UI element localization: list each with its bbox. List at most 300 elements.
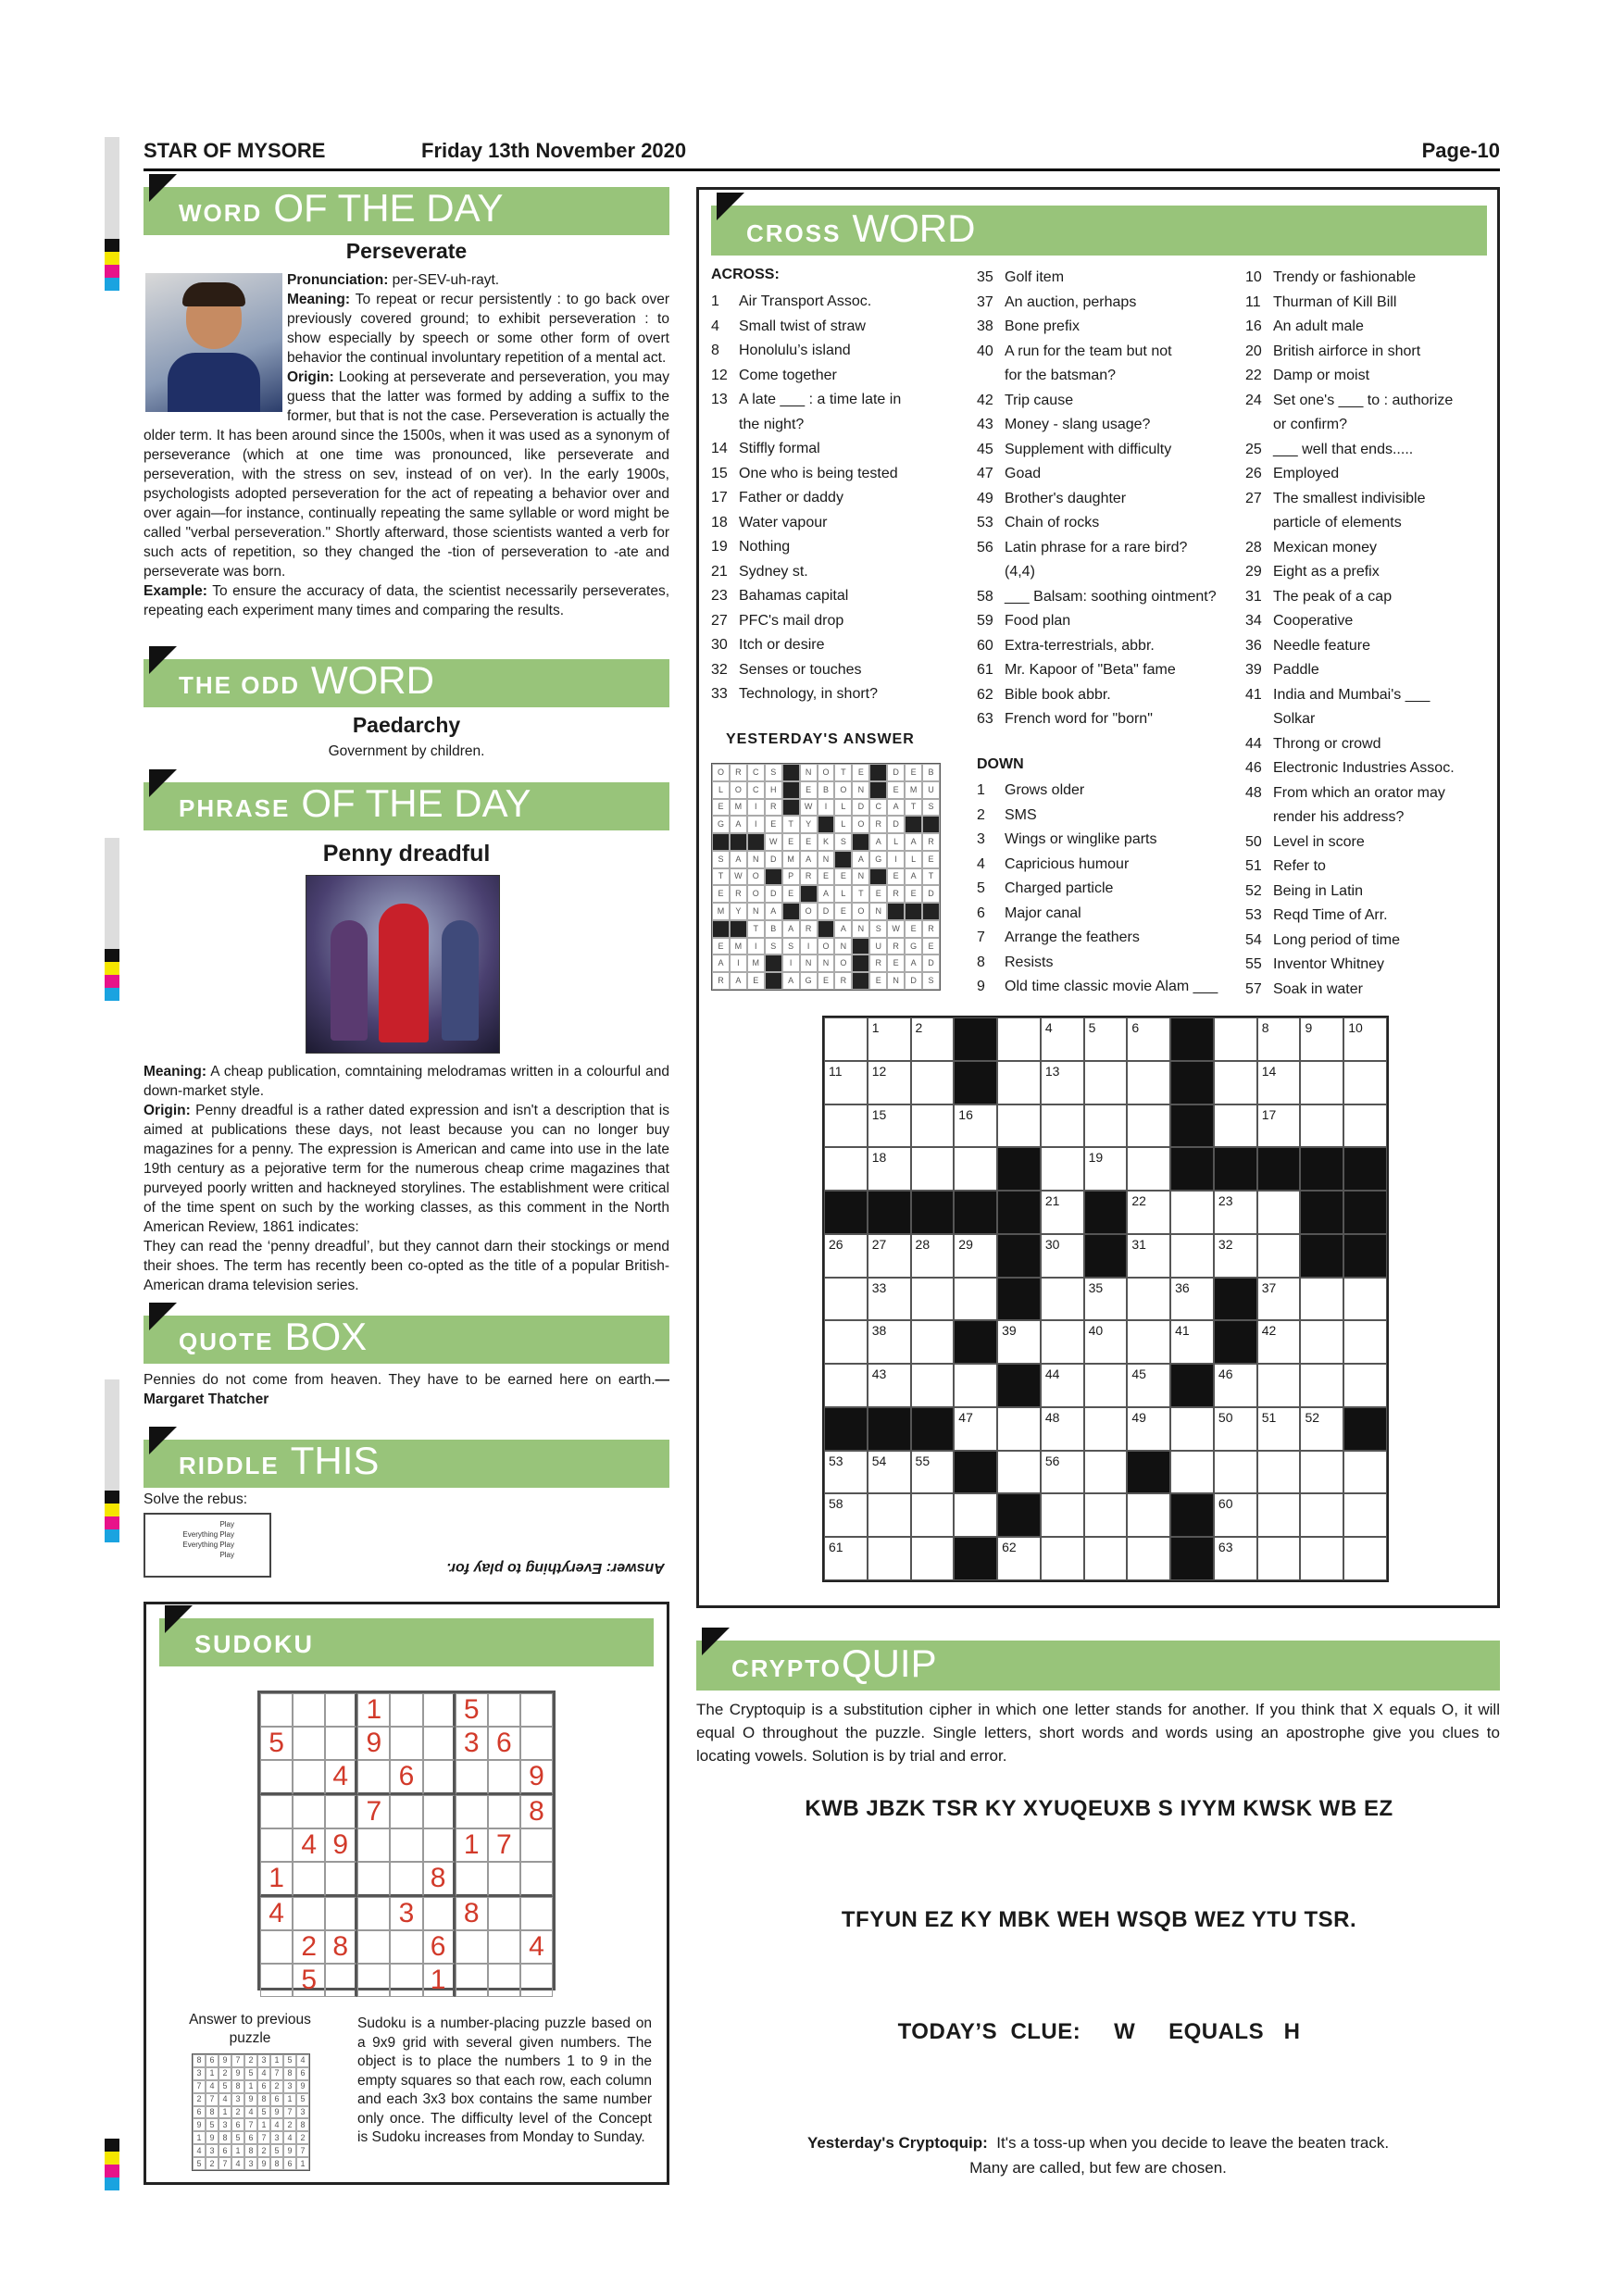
crossword-cell[interactable] (1343, 1278, 1387, 1321)
crossword-cell[interactable] (997, 1407, 1041, 1451)
clue-row (1245, 536, 1500, 561)
crossword-cell[interactable] (868, 1320, 911, 1364)
clue-number-label: 28 (915, 1236, 931, 1252)
crossword-cell[interactable] (1257, 1278, 1301, 1321)
crossword-cell[interactable] (954, 1407, 997, 1451)
answer-cell: C (747, 764, 765, 781)
clue-row (1245, 291, 1500, 316)
answer-cell: 7 (193, 2080, 206, 2093)
answer-cell: 4 (193, 2144, 206, 2157)
answer-cell: 4 (231, 2157, 244, 2170)
crossword-cell[interactable] (868, 1104, 911, 1148)
sudoku-cell[interactable]: 5 (260, 1727, 293, 1760)
answer-cell: O (852, 816, 869, 833)
crossword-cell[interactable] (1041, 1407, 1084, 1451)
clue-row (1245, 880, 1500, 905)
clue-text: Solkar (1273, 711, 1316, 727)
crossword-cell[interactable] (1041, 1234, 1084, 1278)
answer-cell: M (747, 955, 765, 972)
sudoku-cell[interactable] (423, 1795, 456, 1828)
crossword-cell[interactable] (954, 1234, 997, 1278)
crossword-cell[interactable] (1214, 1493, 1257, 1537)
crossword-cell[interactable] (1084, 1364, 1128, 1407)
sudoku-cell[interactable] (260, 1795, 293, 1828)
sudoku-cell[interactable] (456, 1760, 488, 1795)
sudoku-cell[interactable] (260, 1828, 293, 1862)
crossword-cell[interactable] (1257, 1364, 1301, 1407)
answer-cell: 5 (193, 2157, 206, 2170)
sudoku-cell[interactable]: 7 (357, 1795, 390, 1828)
odd-heading-small: THE ODD (179, 671, 300, 699)
clue-number: 12 (711, 367, 728, 383)
clue-number: 32 (711, 661, 728, 678)
sudoku-cell[interactable]: 8 (423, 1862, 456, 1897)
crossword-cell[interactable] (911, 1278, 955, 1321)
sudoku-cell[interactable]: 8 (456, 1897, 488, 1930)
crossword-cell[interactable] (1041, 1278, 1084, 1321)
sudoku-cell[interactable]: 3 (390, 1897, 422, 1930)
crossword-cell[interactable] (868, 1537, 911, 1580)
clue-text: Wings or winglike parts (1005, 831, 1157, 847)
crossword-cell[interactable] (1257, 1191, 1301, 1234)
answer-cell: N (800, 764, 818, 781)
crossword-cell[interactable] (997, 1061, 1041, 1104)
crossword-cell[interactable] (1300, 1407, 1343, 1451)
clue-row (1245, 805, 1500, 830)
sudoku-cell[interactable]: 8 (520, 1795, 553, 1828)
sudoku-cell[interactable] (423, 1828, 456, 1862)
sudoku-cell[interactable] (456, 1964, 488, 1997)
clue-number-label: 63 (1218, 1540, 1233, 1555)
crossword-cell[interactable] (1127, 1234, 1170, 1278)
sudoku-cell[interactable]: 3 (456, 1727, 488, 1760)
sudoku-cell[interactable] (520, 1828, 553, 1862)
sudoku-cell[interactable] (357, 1930, 390, 1964)
clue-number: 8 (711, 343, 719, 358)
crossword-cell[interactable] (1127, 1147, 1170, 1191)
answer-cell: P (782, 868, 800, 886)
sudoku-cell[interactable] (423, 1693, 456, 1727)
sudoku-cell[interactable]: 1 (456, 1828, 488, 1862)
crossword-cell[interactable] (868, 1364, 911, 1407)
crossword-cell[interactable] (1041, 1104, 1084, 1148)
crossword-grid[interactable] (822, 1016, 1389, 1582)
crossword-cell[interactable] (911, 1147, 955, 1191)
sudoku-cell[interactable]: 6 (488, 1727, 520, 1760)
black-square (1214, 1147, 1257, 1191)
answer-cell: 3 (257, 2054, 270, 2067)
crossword-cell[interactable] (1343, 1451, 1387, 1494)
answer-cell: 7 (231, 2054, 244, 2067)
crossword-cell[interactable] (911, 1493, 955, 1537)
crossword-cell[interactable] (1127, 1493, 1170, 1537)
answer-cell: S (782, 938, 800, 955)
sudoku-cell[interactable] (390, 1693, 422, 1727)
sudoku-cell[interactable] (520, 1727, 553, 1760)
clue-text: for the batsman? (1005, 368, 1117, 383)
crossword-cell[interactable] (1084, 1104, 1128, 1148)
clue-row (977, 683, 1236, 708)
sudoku-cell[interactable] (293, 1760, 325, 1795)
answer-cell: S (765, 764, 782, 781)
sudoku-cell[interactable] (488, 1693, 520, 1727)
clue-number: 23 (711, 588, 728, 604)
crossword-cell[interactable] (1257, 1537, 1301, 1580)
black-square (997, 1191, 1041, 1234)
crossword-cell[interactable] (1170, 1278, 1214, 1321)
sudoku-cell[interactable] (357, 1897, 390, 1930)
sudoku-cell[interactable] (293, 1897, 325, 1930)
sudoku-cell[interactable]: 5 (293, 1964, 325, 1997)
answer-cell: O (747, 885, 765, 903)
answer-cell: R (887, 938, 905, 955)
crossword-cell[interactable] (1127, 1320, 1170, 1364)
crossword-cell[interactable] (1127, 1407, 1170, 1451)
crossword-cell[interactable] (1257, 1451, 1301, 1494)
sudoku-cell[interactable]: 6 (390, 1760, 422, 1795)
answer-cell: A (905, 833, 922, 851)
crossword-cell[interactable] (1343, 1364, 1387, 1407)
sudoku-cell[interactable] (488, 1760, 520, 1795)
answer-cell: 5 (296, 2093, 309, 2106)
crossword-cell[interactable] (1300, 1364, 1343, 1407)
sudoku-cell[interactable]: 4 (293, 1828, 325, 1862)
crossword-cell[interactable] (1257, 1493, 1301, 1537)
phrase-heading-big: OF THE DAY (301, 781, 531, 825)
black-square (747, 833, 765, 851)
crossword-cell[interactable] (824, 1320, 868, 1364)
sudoku-cell[interactable]: 1 (260, 1862, 293, 1897)
clue-text: An auction, perhaps (1005, 293, 1137, 310)
clue-text: (4,4) (1005, 564, 1035, 580)
crossword-cell[interactable] (911, 1017, 955, 1061)
crossword-cell[interactable] (1170, 1234, 1214, 1278)
sudoku-cell[interactable]: 4 (260, 1897, 293, 1930)
crossword-cell[interactable] (997, 1017, 1041, 1061)
crossword-cell[interactable] (1343, 1320, 1387, 1364)
clue-text: PFC's mail drop (739, 612, 844, 629)
answer-cell: 2 (193, 2093, 206, 2106)
sudoku-cell[interactable] (260, 1964, 293, 1997)
crossword-heading-big: WORD (852, 206, 976, 250)
crossword-cell[interactable] (824, 1017, 868, 1061)
clue-number-label: 21 (1044, 1193, 1060, 1209)
clue-row (977, 315, 1236, 340)
crossword-cell[interactable] (1257, 1407, 1301, 1451)
sudoku-cell[interactable] (293, 1693, 325, 1727)
crossword-cell[interactable] (1127, 1537, 1170, 1580)
clue-row (1245, 978, 1500, 1003)
black-square (1343, 1147, 1387, 1191)
sudoku-cell[interactable] (488, 1795, 520, 1828)
black-square (1343, 1234, 1387, 1278)
crossword-cell[interactable] (1300, 1104, 1343, 1148)
crossword-cell[interactable] (824, 1061, 868, 1104)
answer-cell: 9 (257, 2157, 270, 2170)
sudoku-cell[interactable] (520, 1862, 553, 1897)
sudoku-cell[interactable] (293, 1862, 325, 1897)
clue-number-label: 54 (871, 1453, 887, 1468)
answer-cell: 2 (283, 2118, 296, 2131)
clue-number: 33 (711, 686, 728, 702)
sudoku-cell[interactable] (325, 1795, 357, 1828)
crossword-cell[interactable] (1127, 1017, 1170, 1061)
answer-cell: H (765, 781, 782, 799)
black-square (824, 1407, 868, 1451)
header-rule (144, 168, 1500, 171)
answer-cell: 8 (219, 2131, 231, 2144)
crossword-cell[interactable] (1127, 1278, 1170, 1321)
crossword-cell[interactable] (1214, 1104, 1257, 1148)
crossword-cell[interactable] (1041, 1364, 1084, 1407)
crossword-cell[interactable] (1041, 1493, 1084, 1537)
crossword-cell[interactable] (868, 1493, 911, 1537)
sudoku-cell[interactable] (456, 1795, 488, 1828)
crossword-cell[interactable] (1084, 1493, 1128, 1537)
crossword-cell[interactable] (1300, 1017, 1343, 1061)
crossword-cell[interactable] (1170, 1191, 1214, 1234)
crossword-cell[interactable] (824, 1537, 868, 1580)
crossword-cell[interactable] (1084, 1278, 1128, 1321)
crossword-cell[interactable] (1041, 1017, 1084, 1061)
sudoku-cell[interactable] (423, 1760, 456, 1795)
crossword-cell[interactable] (1041, 1320, 1084, 1364)
answer-cell: E (922, 851, 940, 868)
crossword-cell[interactable] (954, 1147, 997, 1191)
crossword-cell[interactable] (1214, 1407, 1257, 1451)
clue-number: 1 (977, 782, 985, 798)
sudoku-cell[interactable] (488, 1862, 520, 1897)
crossword-cell[interactable] (911, 1234, 955, 1278)
answer-cell: Y (730, 903, 747, 920)
sudoku-cell[interactable]: 2 (293, 1930, 325, 1964)
sudoku-cell[interactable]: 4 (520, 1930, 553, 1964)
clue-text: An adult male (1273, 318, 1364, 334)
crossword-cell[interactable] (911, 1537, 955, 1580)
sudoku-cell[interactable] (390, 1828, 422, 1862)
clue-number: 13 (711, 392, 728, 407)
black-square (712, 920, 730, 938)
crossword-cell[interactable] (1214, 1191, 1257, 1234)
sudoku-cell[interactable] (293, 1795, 325, 1828)
sudoku-cell[interactable] (488, 1897, 520, 1930)
crossword-cell[interactable] (911, 1320, 955, 1364)
crossword-cell[interactable] (1257, 1320, 1301, 1364)
answer-cell: 7 (296, 2144, 309, 2157)
answer-cell: A (905, 868, 922, 886)
crossword-cell[interactable] (1343, 1493, 1387, 1537)
crossword-cell[interactable] (1300, 1061, 1343, 1104)
sudoku-cell[interactable] (390, 1964, 422, 1997)
sudoku-cell[interactable] (390, 1862, 422, 1897)
black-square (1343, 1407, 1387, 1451)
crossword-cell[interactable] (1041, 1147, 1084, 1191)
crossword-cell[interactable] (824, 1451, 868, 1494)
crossword-cell[interactable] (1300, 1537, 1343, 1580)
yesterday-cryptoquip (696, 2134, 1500, 2152)
clue-row (1245, 462, 1500, 487)
answer-cell: L (834, 799, 852, 817)
clue-text: Thurman of Kill Bill (1273, 293, 1397, 310)
crossword-cell[interactable] (1214, 1234, 1257, 1278)
sudoku-cell[interactable]: 8 (325, 1930, 357, 1964)
sudoku-cell[interactable] (357, 1964, 390, 1997)
sudoku-heading (159, 1618, 654, 1666)
crossword-cell[interactable] (824, 1364, 868, 1407)
sudoku-cell[interactable]: 5 (456, 1693, 488, 1727)
crossword-cell[interactable] (1084, 1320, 1128, 1364)
sudoku-cell[interactable] (325, 1897, 357, 1930)
black-square (824, 1191, 868, 1234)
answer-cell: G (712, 816, 730, 833)
crossword-cell[interactable] (1127, 1191, 1170, 1234)
crossword-cell[interactable] (1343, 1537, 1387, 1580)
sudoku-cell[interactable] (390, 1930, 422, 1964)
sudoku-cell[interactable] (456, 1862, 488, 1897)
sudoku-cell[interactable] (357, 1862, 390, 1897)
crossword-cell[interactable] (1041, 1191, 1084, 1234)
sudoku-cell[interactable] (488, 1930, 520, 1964)
crossword-cell[interactable] (1214, 1017, 1257, 1061)
sudoku-cell[interactable] (520, 1964, 553, 1997)
crossword-cell[interactable] (1084, 1017, 1128, 1061)
crossword-cell[interactable] (1041, 1537, 1084, 1580)
crossword-cell[interactable] (1127, 1104, 1170, 1148)
crossword-cell[interactable] (911, 1364, 955, 1407)
crossword-cell[interactable] (954, 1104, 997, 1148)
crossword-cell[interactable] (1170, 1407, 1214, 1451)
crossword-cell[interactable] (1257, 1017, 1301, 1061)
crossword-cell[interactable] (1257, 1234, 1301, 1278)
crossword-cell[interactable] (1214, 1451, 1257, 1494)
crossword-cell[interactable] (1343, 1104, 1387, 1148)
sudoku-cell[interactable] (390, 1795, 422, 1828)
answer-cell: A (730, 851, 747, 868)
sudoku-cell[interactable] (520, 1897, 553, 1930)
sudoku-cell[interactable] (520, 1693, 553, 1727)
sudoku-cell[interactable]: 9 (520, 1760, 553, 1795)
crossword-cell[interactable] (868, 1017, 911, 1061)
sudoku-cell[interactable] (488, 1964, 520, 1997)
sudoku-cell[interactable] (325, 1862, 357, 1897)
answer-cell: N (818, 955, 835, 972)
clue-number: 21 (711, 563, 728, 580)
crossword-cell[interactable] (954, 1278, 997, 1321)
sudoku-cell[interactable] (260, 1930, 293, 1964)
crossword-cell[interactable] (1084, 1061, 1128, 1104)
crossword-cell[interactable] (1041, 1451, 1084, 1494)
crossword-cell[interactable] (997, 1104, 1041, 1148)
crossword-cell[interactable] (824, 1493, 868, 1537)
crossword-cell[interactable] (868, 1061, 911, 1104)
crossword-cell[interactable] (1214, 1061, 1257, 1104)
crossword-cell[interactable] (868, 1147, 911, 1191)
crossword-cell[interactable] (911, 1104, 955, 1148)
sudoku-cell[interactable]: 4 (325, 1760, 357, 1795)
crossword-cell[interactable] (1084, 1407, 1128, 1451)
crossword-cell[interactable] (1084, 1451, 1128, 1494)
answer-cell: 1 (231, 2144, 244, 2157)
crossword-cell[interactable] (824, 1278, 868, 1321)
crossword-cell[interactable] (868, 1451, 911, 1494)
crossword-cell[interactable] (1127, 1061, 1170, 1104)
crossword-cell[interactable] (1343, 1061, 1387, 1104)
crossword-cell[interactable] (1214, 1364, 1257, 1407)
crossword-cell[interactable] (824, 1104, 868, 1148)
crossword-cell[interactable] (824, 1234, 868, 1278)
black-square (712, 833, 730, 851)
crossword-cell[interactable] (1257, 1061, 1301, 1104)
sudoku-cell[interactable] (357, 1828, 390, 1862)
clue-row (977, 487, 1236, 512)
answer-cell: 9 (206, 2131, 219, 2144)
clue-number: 63 (977, 711, 993, 727)
crossword-cell[interactable] (1343, 1017, 1387, 1061)
crossword-cell[interactable] (1170, 1320, 1214, 1364)
crossword-cell[interactable] (1300, 1320, 1343, 1364)
answer-cell: 1 (219, 2106, 231, 2119)
crossword-cell[interactable] (868, 1234, 911, 1278)
sudoku-cell[interactable] (260, 1693, 293, 1727)
crossword-cell[interactable] (1084, 1147, 1128, 1191)
crossword-cell[interactable] (954, 1364, 997, 1407)
crossword-cell[interactable] (1214, 1537, 1257, 1580)
crossword-cell[interactable] (1257, 1104, 1301, 1148)
crossword-cell[interactable] (1127, 1364, 1170, 1407)
sudoku-cell[interactable]: 9 (325, 1828, 357, 1862)
answer-cell: 6 (193, 2106, 206, 2119)
crossword-cell[interactable] (1041, 1061, 1084, 1104)
crossword-cell[interactable] (1300, 1493, 1343, 1537)
sudoku-cell[interactable] (325, 1693, 357, 1727)
crossword-cell[interactable] (1084, 1537, 1128, 1580)
clue-text: Inventor Whitney (1273, 956, 1385, 972)
black-square (1214, 1320, 1257, 1364)
sudoku-cell[interactable] (423, 1727, 456, 1760)
crossword-cell[interactable] (1170, 1451, 1214, 1494)
sudoku-cell[interactable] (260, 1760, 293, 1795)
answer-cell: W (730, 868, 747, 886)
crossword-cell[interactable] (997, 1451, 1041, 1494)
sudoku-cell[interactable]: 6 (423, 1930, 456, 1964)
crossword-cell[interactable] (997, 1320, 1041, 1364)
crossword-cell[interactable] (868, 1278, 911, 1321)
crossword-cell[interactable] (911, 1451, 955, 1494)
answer-cell: S (869, 920, 887, 938)
sudoku-cell[interactable] (390, 1727, 422, 1760)
sudoku-cell[interactable] (325, 1727, 357, 1760)
sudoku-grid[interactable] (257, 1691, 556, 1995)
sudoku-cell[interactable]: 9 (357, 1727, 390, 1760)
sudoku-cell[interactable]: 1 (423, 1964, 456, 1997)
crossword-cell[interactable] (997, 1537, 1041, 1580)
crossword-cell[interactable] (1300, 1451, 1343, 1494)
crossword-cell[interactable] (954, 1493, 997, 1537)
clue-text: Small twist of straw (739, 318, 866, 334)
clue-row (711, 535, 961, 560)
sudoku-cell[interactable] (293, 1727, 325, 1760)
sudoku-cell[interactable] (423, 1897, 456, 1930)
clue-text: A run for the team but not (1005, 343, 1172, 359)
sudoku-cell[interactable]: 1 (357, 1693, 390, 1727)
crossword-cell[interactable] (911, 1061, 955, 1104)
crossword-cell[interactable] (1300, 1278, 1343, 1321)
crossword-cell[interactable] (824, 1147, 868, 1191)
sudoku-cell[interactable] (456, 1930, 488, 1964)
sudoku-cell[interactable] (357, 1760, 390, 1795)
sudoku-cell[interactable]: 7 (488, 1828, 520, 1862)
sudoku-cell[interactable] (325, 1964, 357, 1997)
